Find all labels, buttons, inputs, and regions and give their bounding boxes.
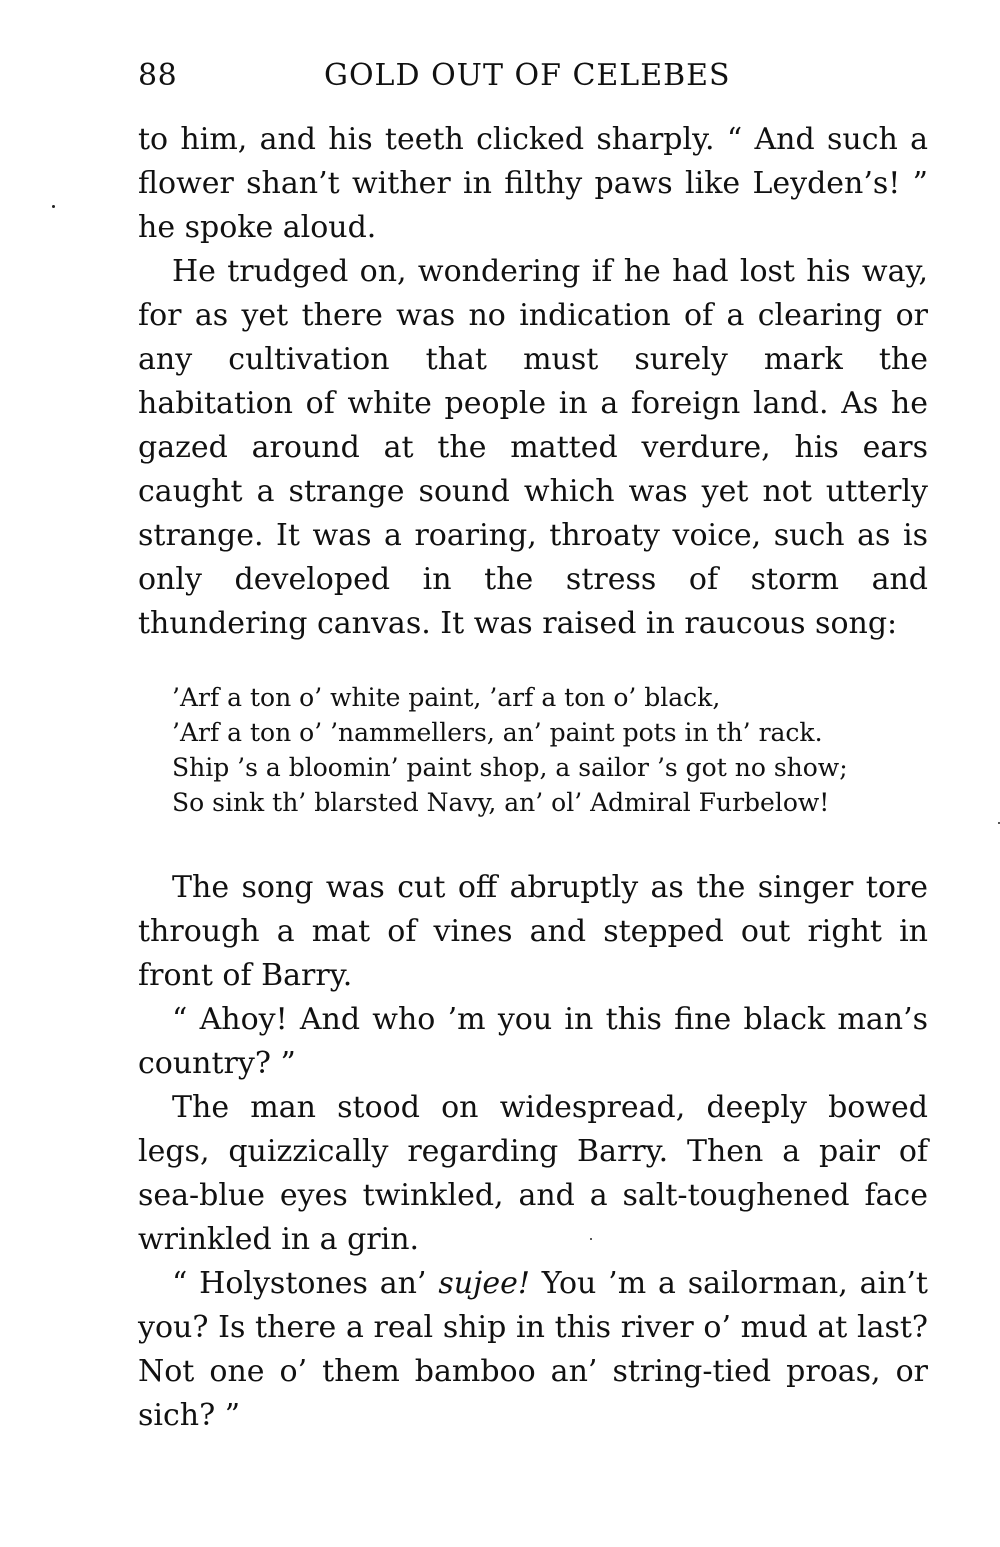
page-number: 88 [138,58,178,93]
page-header [138,56,928,96]
italic-word: sujee! [438,1266,530,1301]
paragraph: The song was cut off abruptly as the singer tore through a mat of vines and stepped out right in front of Barry. [138,870,928,993]
scan-speck [590,1238,592,1240]
text-block-before-song [138,118,928,646]
paragraph-continued: to him, and his teeth clicked sharply. “ And such a flower shan’t wither in filthy paws like Leyden’s! ” he spoke aloud. [138,122,928,245]
song-line: So sink th’ blarsted Navy, an’ ol’ Admiral Furbelow! [172,788,830,817]
paragraph: “ Ahoy! And who ’m you in this fine black man’s country? ” [138,1002,928,1081]
paragraph-text: “ Holystones an’ [172,1266,439,1301]
running-title: GOLD OUT OF CELEBES [324,58,731,93]
scan-speck [52,205,55,208]
song-line: Ship ’s a bloomin’ paint shop, a sailor ’s got no show; [172,753,848,782]
paragraph: He trudged on, wondering if he had lost his way, for as yet there was no indication of a clearing or any cultivation that must surely mark the habitation of white people in a foreign land. As he gazed around at the matted verdure, his ears caught a strange sound which was yet not utterly strange. It was a roaring, throaty voice, such as is only developed in the stress of storm and thundering canvas. It was raised in raucous song: [138,254,928,641]
paragraph-with-italic [138,1262,928,1438]
paragraph: The man stood on widespread, deeply bowed legs, quizzically regarding Barry. Then a pair of sea-blue eyes twinkled, and a salt-toughened face wrinkled in a grin. [138,1090,928,1257]
song-line: ’Arf a ton o’ ’nammellers, an’ paint pots in th’ rack. [172,718,823,747]
song-line: ’Arf a ton o’ white paint, ’arf a ton o’ black, [172,683,721,712]
paragraph-text: You ’m a sailorman, ain’t you? Is there a real ship in this river o’ mud at last? Not one o’ them bamboo an’ string-tied proas, or sich? ” [138,1266,928,1433]
text-block-after-song [138,866,928,1438]
song-verse [172,680,932,820]
